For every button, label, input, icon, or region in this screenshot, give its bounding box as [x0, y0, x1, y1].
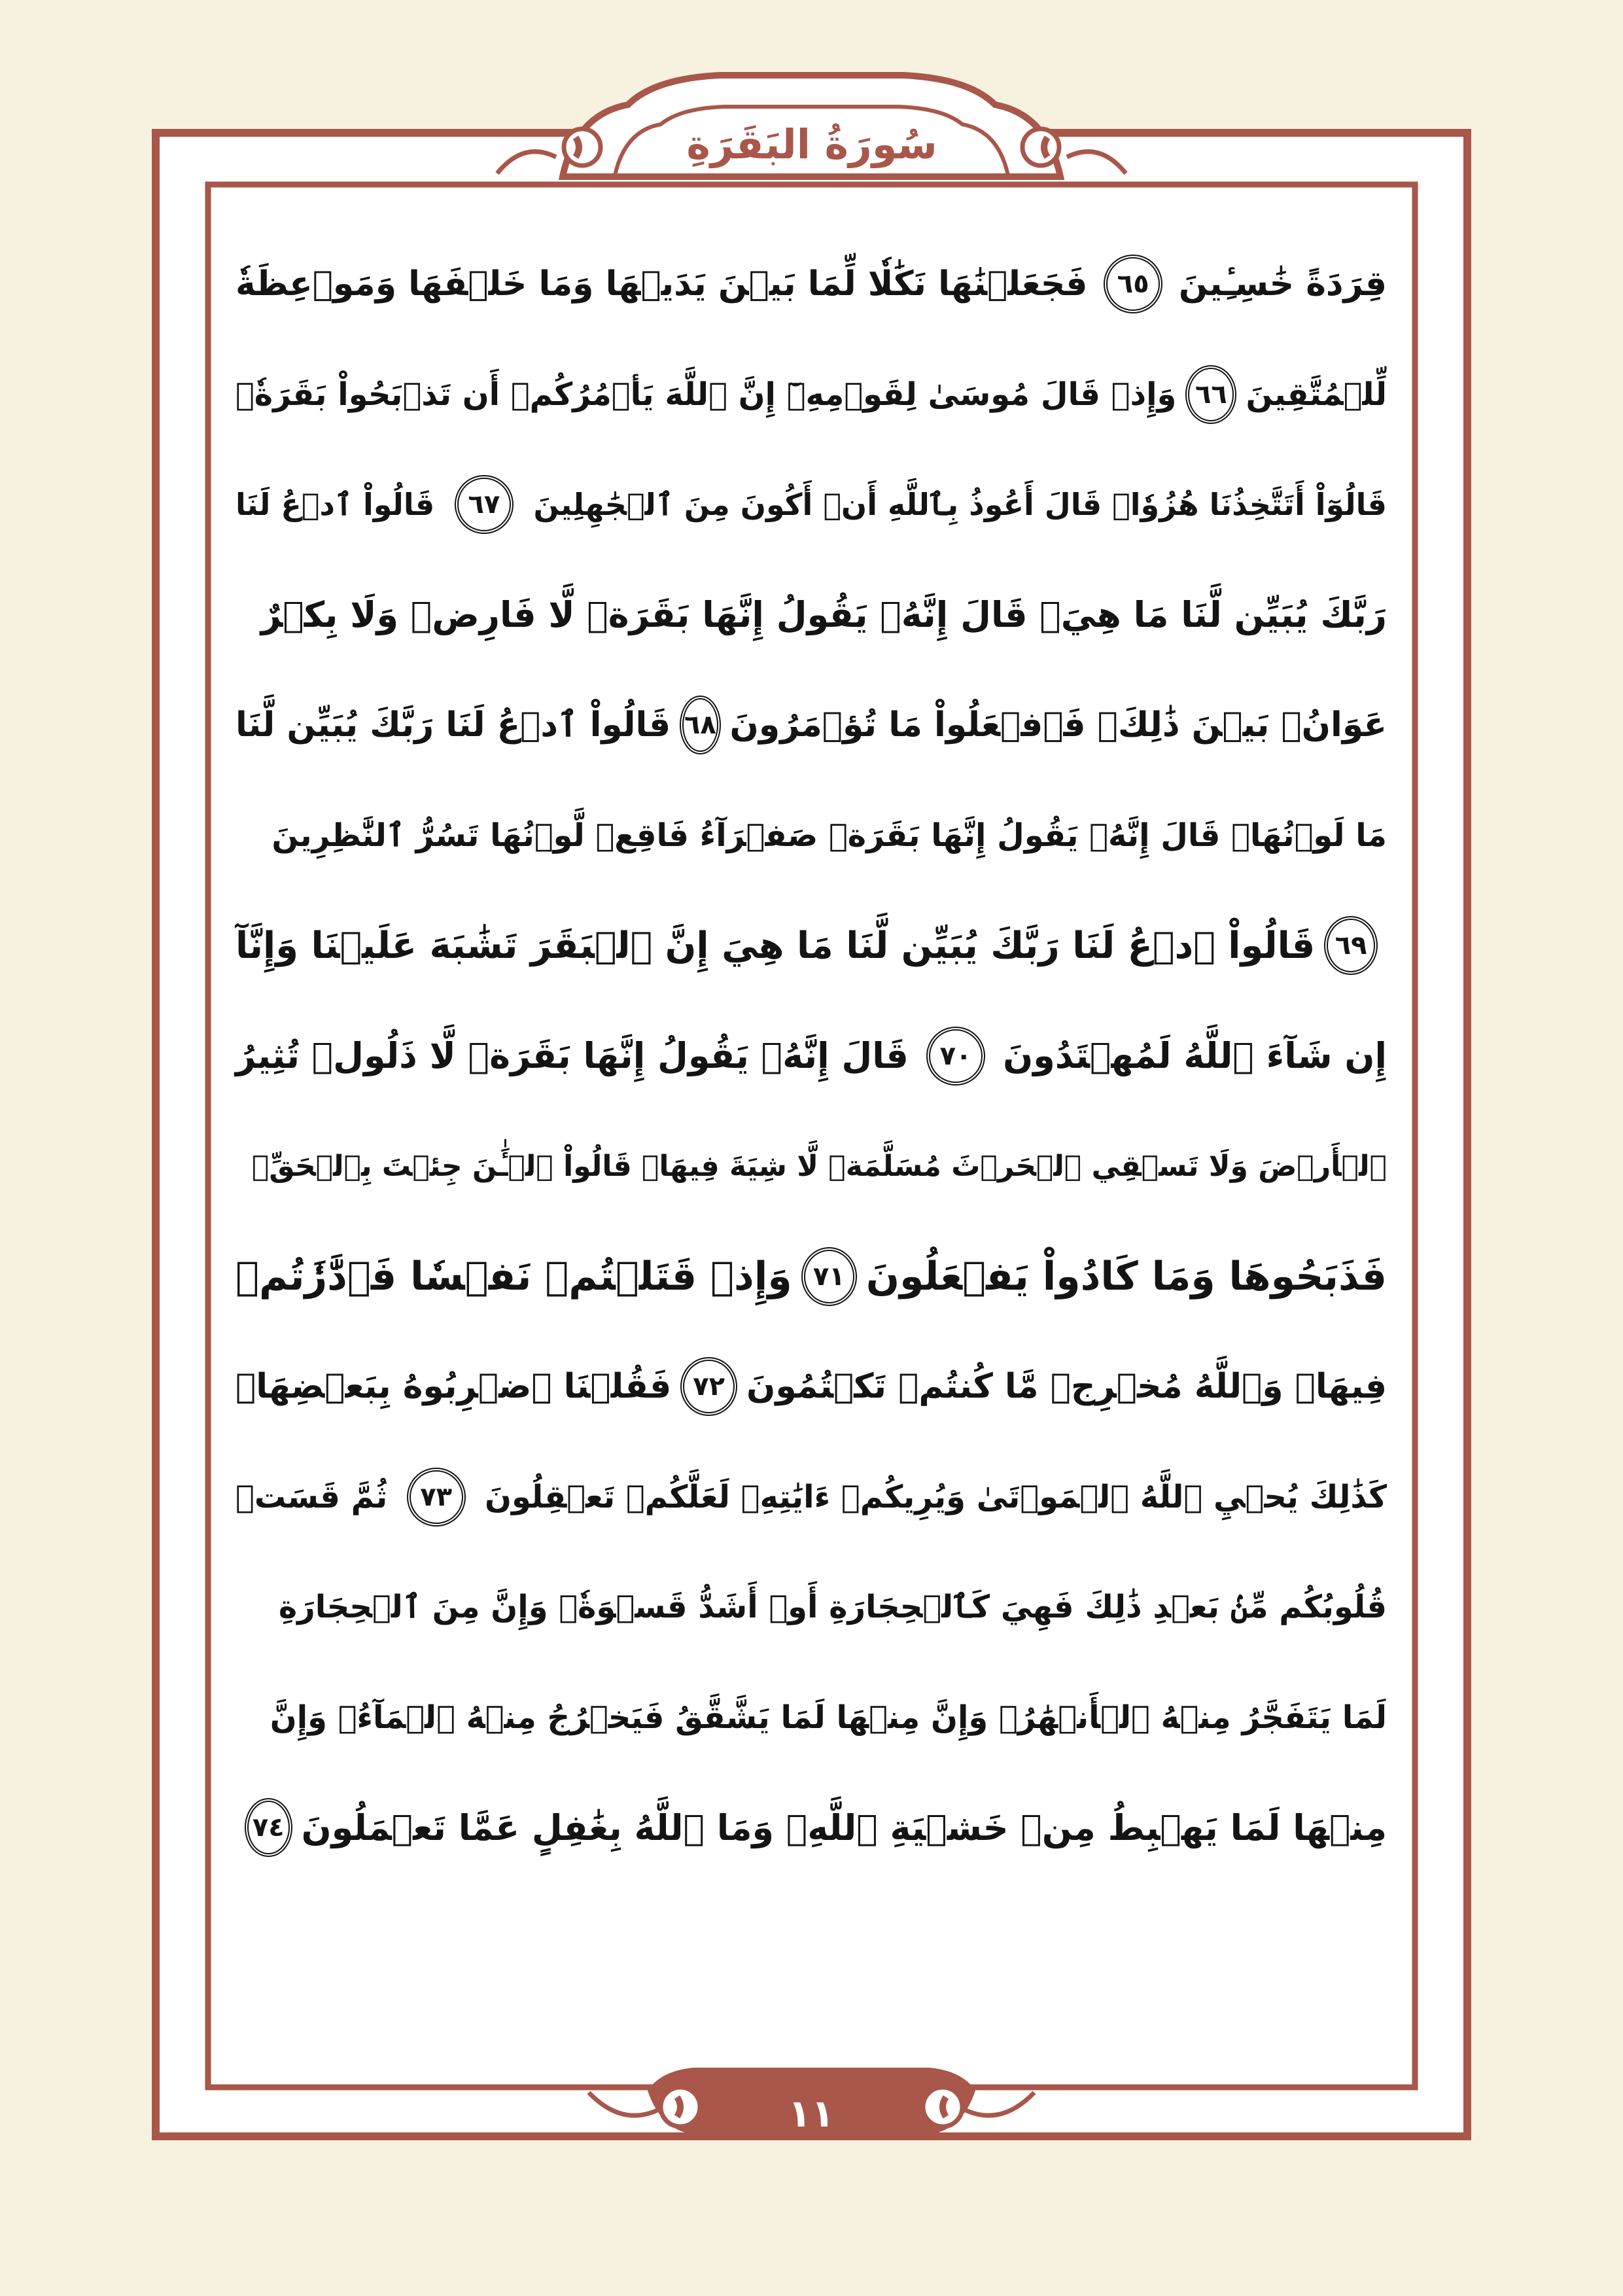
text-line — [236, 1442, 1387, 1553]
verse-text: فَجَعَلۡنَٰهَا نَكَٰلٗا لِّمَا بَيۡنَ يَدَيۡهَا وَمَا خَلۡفَهَا وَمَوۡعِظَةٗ — [236, 264, 1088, 304]
verse-text: قُلُوبُكُم مِّنۢ بَعۡدِ ذَٰلِكَ فَهِيَ كَٱلۡحِجَارَةِ أَوۡ أَشَدُّ قَسۡوَةٗۚ وَإِنَّ مِنَ ٱلۡحِجَارَةِ — [278, 1589, 1387, 1626]
ayah-number-marker: ٧١ — [801, 1247, 857, 1306]
verse-text: قَالُواْ ٱدۡعُ لَنَا رَبَّكَ يُبَيِّن لَّنَا مَا هِيَ إِنَّ ٱلۡبَقَرَ تَشَٰبَهَ عَلَيۡنَا وَإِنَّآ — [236, 924, 1316, 967]
text-line — [236, 560, 1387, 671]
text-line — [236, 450, 1387, 560]
text-line — [236, 1332, 1387, 1442]
ayah-number-marker: ٦٥ — [1104, 255, 1162, 313]
verse-text: مِنۡهَا لَمَا يَهۡبِطُ مِنۡ خَشۡيَةِ ٱللَّهِۗ وَمَا ٱللَّهُ بِغَٰفِلٍ عَمَّا تَعۡمَلُونَ — [301, 1807, 1387, 1848]
verse-text: مَا لَوۡنُهَاۚ قَالَ إِنَّهُۥ يَقُولُ إِنَّهَا بَقَرَةٞ صَفۡرَآءُ فَاقِعٞ لَّوۡنُهَا تَسُرُّ ٱلنَّٰظِرِينَ — [271, 817, 1387, 854]
text-line — [236, 1111, 1387, 1222]
verse-text: لَمَا يَتَفَجَّرُ مِنۡهُ ٱلۡأَنۡهَٰرُۚ وَإِنَّ مِنۡهَا لَمَا يَشَّقَّقُ فَيَخۡرُجُ مِنۡهُ ٱلۡمَآءُۚ وَإِنَّ — [270, 1699, 1387, 1736]
ayah-number-marker: ٧٤ — [245, 1798, 292, 1857]
verse-text: قَالُوٓاْ أَتَتَّخِذُنَا هُزُوٗاۖ قَالَ أَعُوذُ بِٱللَّهِ أَنۡ أَكُونَ مِنَ ٱلۡجَٰهِلِينَ — [533, 487, 1387, 523]
verse-text: ٱلۡأَرۡضَ وَلَا تَسۡقِي ٱلۡحَرۡثَ مُسَلَّمَةٞ لَّا شِيَةَ فِيهَاۚ قَالُواْ ٱلۡـَٰٔنَ جِئۡتَ بِٱلۡحَقِّۚ — [251, 1149, 1387, 1183]
ayah-number-marker: ٧٣ — [407, 1468, 466, 1527]
text-line — [236, 1001, 1387, 1112]
verse-text: فَذَبَحُوهَا وَمَا كَادُواْ يَفۡعَلُونَ — [865, 1253, 1387, 1299]
text-line — [236, 1773, 1387, 1883]
ayah-number-marker: ٦٧ — [455, 475, 514, 534]
verse-text: عَوَانُۢ بَيۡنَ ذَٰلِكَۖ فَٱفۡعَلُواْ مَا تُؤۡمَرُونَ — [729, 705, 1387, 745]
text-line — [236, 891, 1387, 1001]
verse-text: رَبَّكَ يُبَيِّن لَّنَا مَا هِيَۚ قَالَ إِنَّهُۥ يَقُولُ إِنَّهَا بَقَرَةٞ لَّا فَارِضٞ وَلَا بِكۡرٌ — [260, 594, 1387, 636]
text-line — [236, 781, 1387, 891]
text-line — [236, 1222, 1387, 1332]
verse-text: إِن شَآءَ ٱللَّهُ لَمُهۡتَدُونَ — [1003, 1035, 1387, 1077]
text-line — [236, 340, 1387, 450]
verse-text: قِرَدَةً خَٰسِـِٔينَ — [1178, 264, 1387, 304]
ayah-number-marker: ٧٢ — [680, 1357, 737, 1416]
verse-text: كَذَٰلِكَ يُحۡيِ ٱللَّهُ ٱلۡمَوۡتَىٰ وَيُرِيكُمۡ ءَايَٰتِهِۦ لَعَلَّكُمۡ تَعۡقِلُونَ — [485, 1478, 1387, 1515]
text-line — [236, 670, 1387, 781]
verse-text: قَالُواْ ٱدۡعُ لَنَا — [236, 487, 435, 523]
verse-text: قَالَ إِنَّهُۥ يَقُولُ إِنَّهَا بَقَرَةٞ لَّا ذَلُولٞ تُثِيرُ — [236, 1035, 909, 1077]
ayah-number-marker: ٦٨ — [680, 696, 720, 754]
verse-text: فِيهَاۖ وَٱللَّهُ مُخۡرِجٞ مَّا كُنتُمۡ تَكۡتُمُونَ — [746, 1367, 1387, 1407]
verse-text: ثُمَّ قَسَتۡ — [236, 1478, 388, 1515]
quran-text-block — [236, 229, 1387, 2061]
text-line — [236, 1663, 1387, 1773]
verse-text: لِّلۡمُتَّقِينَ — [1246, 376, 1387, 413]
ayah-number-marker: ٧٠ — [926, 1027, 985, 1086]
verse-text: وَإِذۡ قَتَلۡتُمۡ نَفۡسٗا فَٱدَّٰرَٰٔتُمۡ — [236, 1253, 792, 1299]
verse-text: وَإِذۡ قَالَ مُوسَىٰ لِقَوۡمِهِۦٓ إِنَّ ٱللَّهَ يَأۡمُرُكُمۡ أَن تَذۡبَحُواْ بَقَرَةٗۖ — [236, 376, 1177, 413]
ayah-number-marker: ٦٩ — [1324, 916, 1378, 975]
surah-title: سُورَةُ البَقَرَةِ — [686, 120, 937, 168]
ayah-number-marker: ٦٦ — [1185, 365, 1236, 424]
text-line — [236, 1552, 1387, 1663]
verse-text: فَقُلۡنَا ٱضۡرِبُوهُ بِبَعۡضِهَاۚ — [236, 1367, 672, 1407]
page-number: ١١ — [788, 2091, 835, 2136]
verse-text: قَالُواْ ٱدۡعُ لَنَا رَبَّكَ يُبَيِّن لَّنَا — [236, 705, 671, 745]
text-line — [236, 229, 1387, 340]
